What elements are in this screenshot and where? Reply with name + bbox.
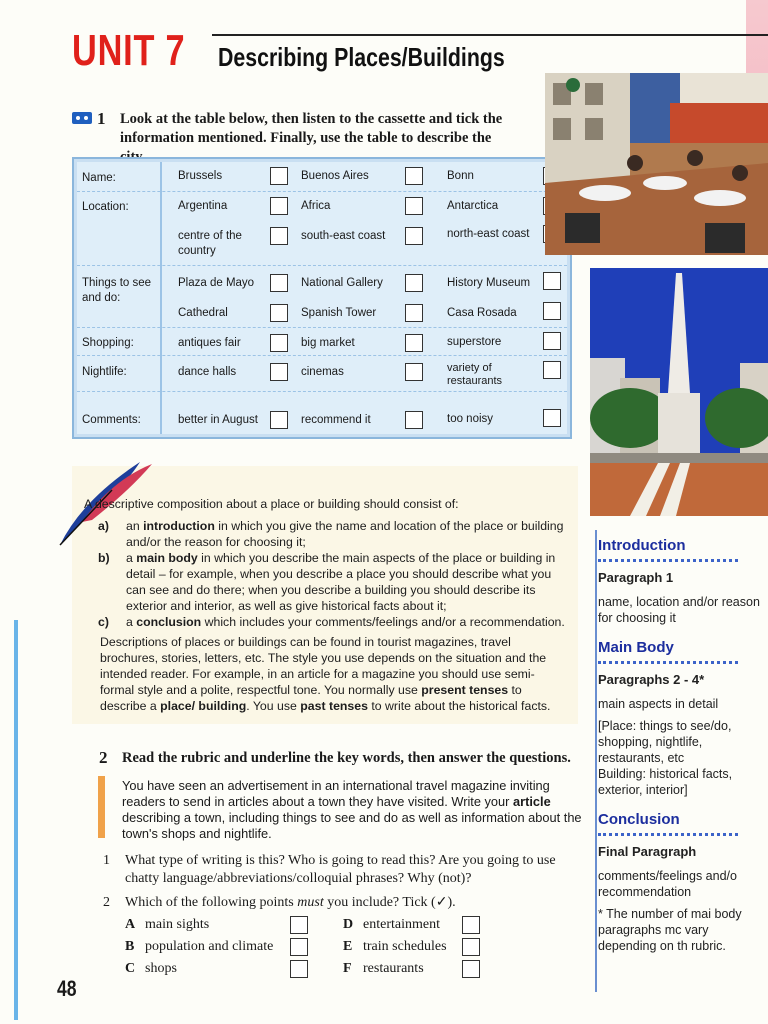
exercise-2-number: 2 [99, 748, 108, 767]
question-2: Which of the following points must you include? Tick (✓). [125, 895, 456, 910]
option-tick-box[interactable] [290, 938, 308, 956]
option-text: restaurants [363, 961, 424, 976]
rubric-text: You have seen an advertisement in an international travel magazine inviting readers to send in articles about a town they have visited. Write your article describing a town, including things to see and do as well as information about the town's shops and nightlife. [122, 778, 582, 841]
table-option: Brussels [178, 170, 223, 182]
point-b-label: b) [98, 551, 110, 565]
tick-box[interactable] [270, 227, 288, 245]
row-label-nightlife: Nightlife: [82, 366, 127, 378]
tick-box[interactable] [405, 227, 423, 245]
tick-box[interactable] [543, 302, 561, 320]
table-option: recommend it [301, 414, 371, 426]
option-letter: A [125, 917, 136, 932]
table-option: antiques fair [178, 337, 241, 349]
tick-box[interactable] [543, 272, 561, 290]
conclusion-text: comments/feelings and/o recommendation [598, 869, 737, 899]
point-a: an introduction in which you give the name and location of the place or building and/or the reason for choosing it; [126, 519, 564, 549]
composition-plan-sidebar [598, 538, 768, 954]
question-2-number: 2 [103, 895, 110, 910]
point-b: a main body in which you describe the main aspects of the place or building in detail – for example, when you describe a place you should describe what you can see and do there; when you describe a building you should describe its exterior and interior, as well as give historical facts about it; [126, 551, 556, 613]
place-line: [Place: things to see/do, shopping, nightlife, restaurants, etc [598, 719, 732, 765]
table-option: variety of restaurants [447, 362, 503, 387]
cassette-icon [72, 112, 92, 124]
tick-box[interactable] [405, 197, 423, 215]
option-text: main sights [145, 917, 210, 932]
point-a-label: a) [98, 519, 109, 533]
question-1: What type of writing is this? Who is going to read this? Are you going to use chatty language/abbreviations/colloquial phrases? Why (not)? [125, 853, 556, 886]
left-margin-line [14, 620, 18, 1020]
option-text: entertainment [363, 917, 440, 932]
cafe-terrace-photo [545, 73, 768, 255]
option-letter: B [125, 939, 135, 954]
table-option: south-east coast [301, 230, 386, 242]
tick-box[interactable] [270, 304, 288, 322]
tick-box[interactable] [405, 334, 423, 352]
table-option: big market [301, 337, 355, 349]
tick-box[interactable] [405, 363, 423, 381]
main-body-heading: Main Body [598, 639, 674, 656]
table-option: too noisy [447, 413, 494, 425]
footnote: * The number of mai body paragraphs mc vary depending on th rubric. [598, 907, 742, 953]
option-text: train schedules [363, 939, 447, 954]
table-option: National Gallery [301, 277, 383, 289]
tick-box[interactable] [270, 274, 288, 292]
table-option: Bonn [447, 170, 474, 182]
row-label-name: Name: [82, 172, 116, 184]
question-1-number: 1 [103, 853, 110, 868]
table-option: dance halls [178, 366, 237, 378]
option-tick-box[interactable] [290, 960, 308, 978]
row-label-things-to-see: Things to see and do: [82, 277, 152, 304]
tick-box[interactable] [543, 361, 561, 379]
table-option: Argentina [178, 200, 228, 212]
exercise-1-number: 1 [97, 109, 106, 128]
exercise-1-instruction: Look at the table below, then listen to the cassette and tick the information mentioned. Finally, use the table to describe the [120, 111, 503, 146]
table-option: cinemas [301, 366, 344, 378]
table-option: Africa [301, 200, 331, 212]
option-text: population and climate [145, 939, 274, 954]
page-title: Describing Places/Buildings [218, 42, 505, 72]
point-c-label: c) [98, 615, 109, 629]
tick-box[interactable] [405, 304, 423, 322]
option-letter: F [343, 961, 352, 976]
table-option: Antarctica [447, 200, 499, 212]
dotted-rule [598, 658, 738, 664]
tick-box[interactable] [270, 363, 288, 381]
tick-box[interactable] [270, 197, 288, 215]
table-option: Plaza de Mayo [178, 277, 255, 289]
option-tick-box[interactable] [290, 916, 308, 934]
style-paragraph: Descriptions of places or buildings can be found in tourist magazines, travel brochures, stories, letters, etc. The style you use depends on the situation and the intended reader. For example, in an article for a magazine you should use semi-formal style and a polite, respectful tone. You normally use present tenses to describe a place/ building. You use past tenses to write about the historical facts. [100, 635, 551, 713]
option-tick-box[interactable] [462, 916, 480, 934]
table-option: north-east coast [447, 228, 530, 240]
intro-text: name, location and/or reason for choosing it [598, 595, 760, 625]
conclusion-heading: Conclusion [598, 811, 680, 828]
dotted-rule [598, 830, 738, 836]
option-text: shops [145, 961, 177, 976]
option-letter: D [343, 917, 354, 932]
table-option: better in August [178, 414, 258, 426]
table-option: Spanish Tower [301, 307, 377, 319]
building-line: Building: historical facts, exterior, interior] [598, 767, 733, 797]
table-option: Buenos Aires [301, 170, 369, 182]
sidebar-rule [595, 530, 597, 992]
tick-box[interactable] [405, 411, 423, 429]
plaza-obelisk-photo [590, 268, 768, 516]
main-text: main aspects in detail [598, 697, 719, 711]
table-option: Cathedral [178, 307, 228, 319]
intro-paragraph-label: Paragraph 1 [598, 570, 674, 585]
guide-intro: A descriptive composition about a place or building should consist of: [84, 497, 459, 511]
main-paragraphs-label: Paragraphs 2 - 4* [598, 672, 705, 687]
final-paragraph-label: Final Paragraph [598, 844, 697, 859]
table-option: centre of the country [178, 230, 242, 257]
page-number: 48 [57, 976, 77, 1001]
unit-label: UNIT 7 [72, 26, 186, 75]
writing-guide-box [72, 466, 578, 724]
option-tick-box[interactable] [462, 960, 480, 978]
row-label-shopping: Shopping: [82, 337, 134, 349]
point-c: a conclusion which includes your comments/feelings and/or a recommendation. [126, 615, 565, 629]
tick-box[interactable] [270, 334, 288, 352]
rubric-marker [98, 776, 105, 838]
table-option: superstore [447, 336, 502, 348]
tick-box[interactable] [543, 409, 561, 427]
tick-box[interactable] [270, 167, 288, 185]
row-label-comments: Comments: [82, 414, 141, 426]
city-info-table [72, 157, 572, 439]
intro-heading: Introduction [598, 537, 686, 554]
exercise-2-instruction: Read the rubric and underline the key words, then answer the questions. [122, 750, 571, 766]
table-option: History Museum [447, 277, 531, 289]
row-label-location: Location: [82, 201, 129, 213]
tick-box[interactable] [405, 167, 423, 185]
table-option: Casa Rosada [447, 307, 517, 319]
option-letter: C [125, 961, 136, 976]
dotted-rule [598, 556, 738, 562]
tick-box[interactable] [543, 332, 561, 350]
tick-box[interactable] [405, 274, 423, 292]
option-tick-box[interactable] [462, 938, 480, 956]
header-rule [212, 34, 768, 36]
option-letter: E [343, 939, 353, 954]
tick-box[interactable] [270, 411, 288, 429]
